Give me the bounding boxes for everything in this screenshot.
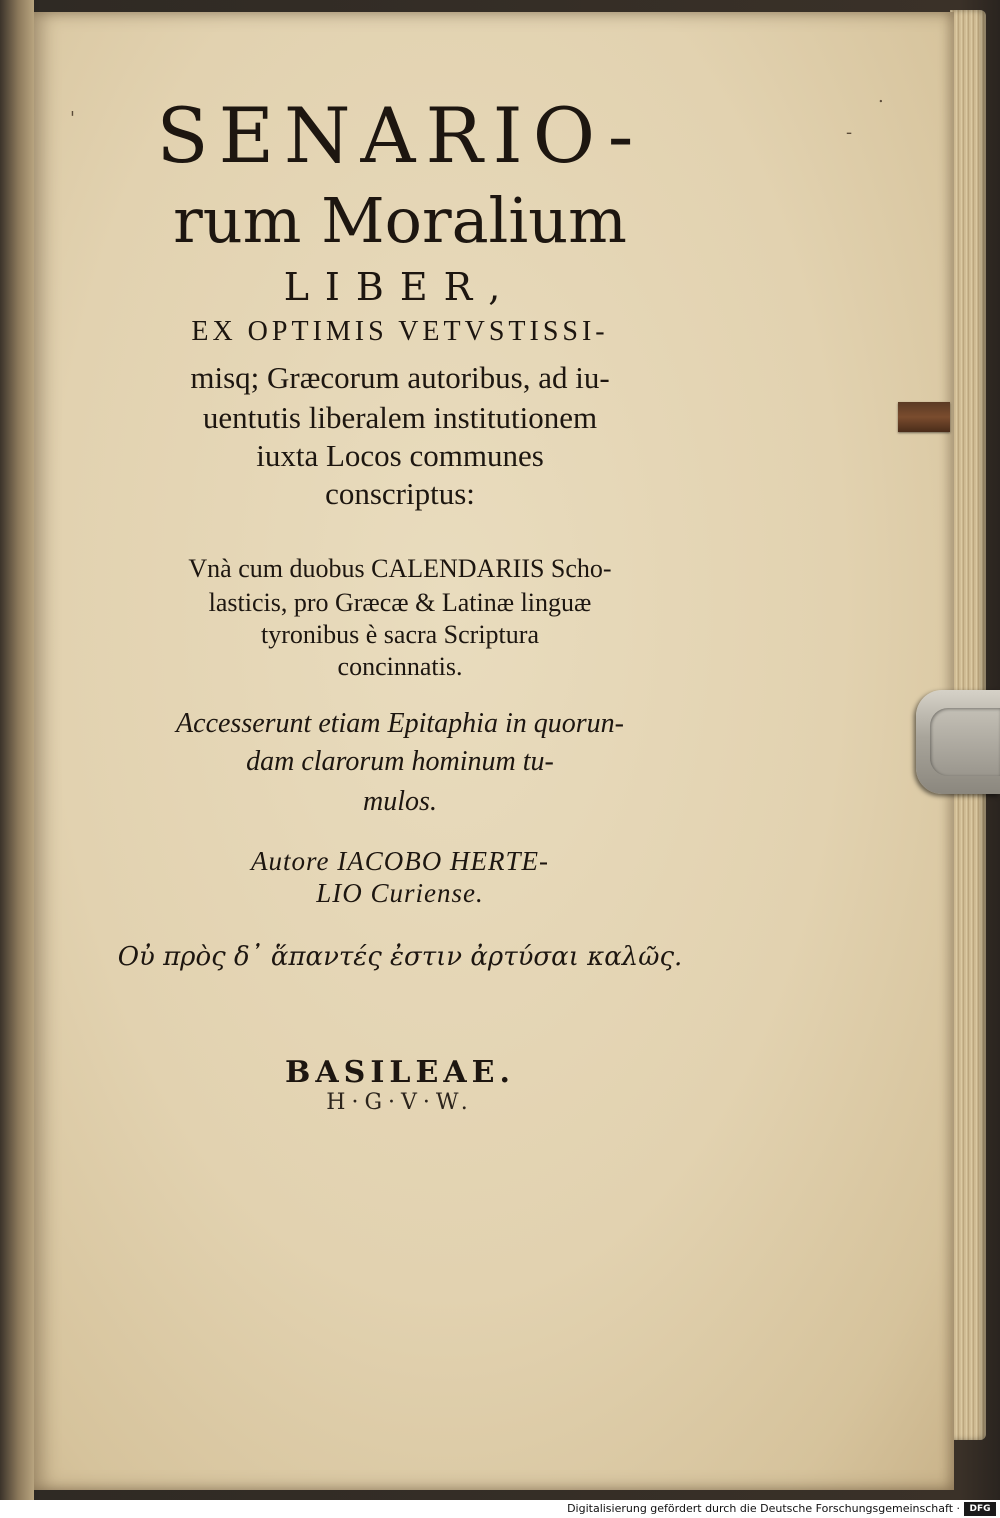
paragraph-line-3: tyronibus è sacra Scriptura: [261, 620, 539, 649]
paragraph-line-2: lasticis, pro Græcæ & Latinæ linguæ: [208, 588, 592, 617]
author-line-1: Autore IACOBO HERTE-: [251, 846, 549, 876]
subtitle-line-2: misq; Græcorum autoribus, ad iu-: [190, 360, 610, 395]
subtitle-line-1: EX OPTIMIS VETVSTISSI-: [191, 316, 609, 347]
paragraph-line-1: Vnà cum duobus CALENDARIIS Scho-: [188, 554, 612, 583]
book-clasp: [916, 690, 1000, 794]
handwritten-note: H·G·V·W.: [326, 1090, 474, 1115]
left-page-edge: [0, 0, 34, 1500]
subtitle-line-3: uentutis liberalem institutionem: [202, 400, 598, 435]
title-line-1: SENARIO-: [156, 91, 644, 180]
greek-motto: Οὐ πρὸς δ᾽ ἅπαντές ἐστιν ἀρτύσαι καλῶς.: [117, 942, 683, 972]
imprint-place: BASILEAE.: [285, 1055, 515, 1090]
ink-speck: .: [878, 86, 884, 107]
dfg-logo: DFG: [964, 1502, 996, 1516]
ink-speck: -: [846, 122, 853, 143]
title-line-3: LIBER,: [283, 265, 517, 309]
footer-strip: [0, 1500, 1000, 1518]
funding-credit: Digitalisierung gefördert durch die Deutsche Forschungsgemeinschaft ·: [567, 1502, 960, 1515]
subtitle-line-5: conscriptus:: [325, 476, 475, 511]
clasp-plate: [930, 708, 1000, 776]
page-tab-marker: [898, 402, 950, 432]
title-line-2: rum Moralium: [173, 184, 627, 257]
addendum-line-3: mulos.: [363, 786, 437, 817]
ink-speck: ': [70, 108, 75, 129]
addendum-line-1: Accesserunt etiam Epitaphia in quorun-: [176, 708, 624, 739]
addendum-line-2: dam clarorum hominum tu-: [246, 746, 554, 777]
author-line-2: LIO Curiense.: [316, 878, 484, 908]
subtitle-line-4: iuxta Locos communes: [256, 438, 544, 473]
paragraph-line-4: concinnatis.: [337, 652, 463, 681]
